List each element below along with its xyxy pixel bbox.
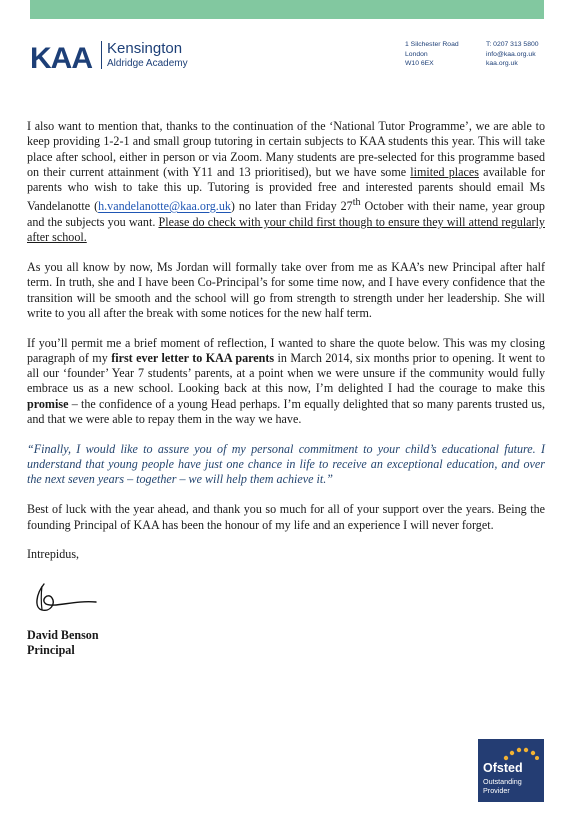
header-accent-bar [30, 0, 544, 19]
paragraph-farewell: Best of luck with the year ahead, and thank you so much for all of your support over the years. Being the founding Principal of KAA has been the honour of my life and an experience I will never forget. [27, 502, 545, 532]
school-contact [486, 40, 544, 69]
contact-phone: T: 0207 313 5800 [486, 41, 539, 48]
ofsted-stars-icon [502, 744, 540, 762]
paragraph-new-principal: As you all know by now, Ms Jordan will formally take over from me as KAA’s new Principal after half term. In truth, she and I have been Co-Principal’s for some time now, and I have every confidence that the transition will be smooth and the school will go from strength to strength under her leadership. She will write to you all after the break with some notices for the new half term. [27, 259, 545, 320]
letter-body [27, 119, 545, 577]
kaa-logo-icon [30, 38, 98, 72]
school-name-line1: Kensington [107, 40, 183, 57]
signatory-role: Principal [27, 643, 75, 658]
ofsted-title: Ofsted [483, 761, 523, 775]
address-line: London [405, 50, 428, 58]
paragraph-tutoring: I also want to mention that, thanks to the continuation of the ‘National Tutor Programme’, we are able to keep providing 1-2-1 and small group tutoring in certain subjects to KAA students this year. This will take place after school, either in person or via Zoom. Many students are pre-selected for this programme based on their current attainment (with Y11 and 13 prioritised), but we have some limited places available for parents who wish to take this up. Tutoring is provided free and interested parents should email Ms Vandelanotte (h.vandelanotte@kaa.org.uk) no later than Friday 27th October with their name, year group and the subjects you want. Please do check with your child first though to ensure they will attend regularly after school. [27, 119, 545, 245]
contact-email[interactable]: info@kaa.org.uk [486, 50, 536, 58]
school-address [405, 40, 459, 69]
school-name [107, 40, 188, 70]
ofsted-badge [478, 739, 544, 802]
address-line: W10 6EX [405, 60, 434, 68]
check-with-child-text: Please do check with your child first though to ensure they will attend regularly after school. [27, 214, 545, 245]
contact-website[interactable]: kaa.org.uk [486, 60, 518, 68]
school-name-line2: Aldridge Academy [107, 58, 188, 69]
limited-places-text: limited places [410, 164, 479, 179]
quote-paragraph: “Finally, I would like to assure you of my personal commitment to your child’s educational future. I understand that young people have just one chance in life to receive an exceptional education, and over the next seven years – together – we will help them achieve it.” [27, 441, 545, 487]
signature-icon [30, 580, 100, 616]
promise-bold: promise [27, 396, 69, 411]
signoff [27, 628, 99, 659]
signatory-name: David Benson [27, 628, 99, 642]
closing-salutation: Intrepidus, [27, 547, 80, 562]
svg-text:KAA: KAA [30, 42, 92, 72]
paragraph-reflection: If you’ll permit me a brief moment of reflection, I wanted to share the quote below. This was my closing paragraph of my first ever letter to KAA parents in March 2014, six months prior to opening. It went to all our ‘founder’ Year 7 students’ parents, at a point when we were unsure if the community would fully embrace us as a new school. Looking back at this now, I’m delighted I had the courage to make this promise – the confidence of a young Head perhaps. I’m equally delighted that so many parents trusted us, and that we were able to repay them in the way we have. [27, 335, 545, 427]
ofsted-rating: Outstanding Provider [483, 777, 522, 795]
first-letter-bold: first ever letter to KAA parents [111, 350, 275, 365]
email-link[interactable]: h.vandelanotte@kaa.org.uk [98, 199, 231, 214]
address-line: 1 Silchester Road [405, 41, 459, 48]
logo-divider [101, 41, 102, 69]
